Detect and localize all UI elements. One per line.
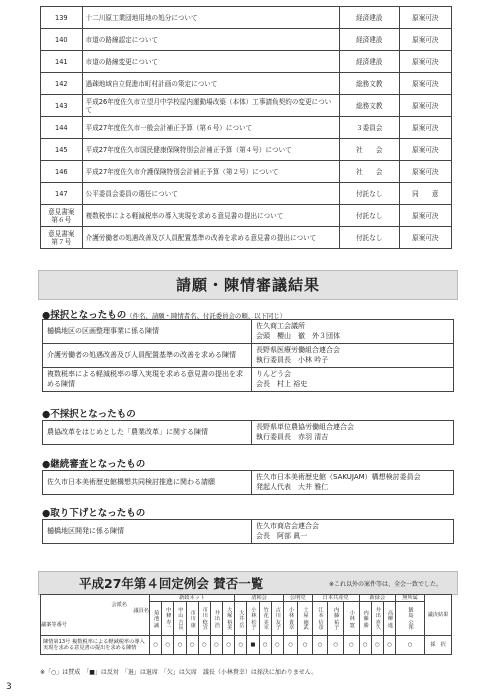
member-name: 竹花 美幸 — [262, 607, 269, 630]
bill-title: 平成26年度佐久市立望月中学校屋内運動場改築（本体）工事請負契約の変更について — [82, 95, 339, 117]
bill-number: 143 — [41, 95, 83, 117]
adopted-table — [42, 319, 454, 392]
petitioner: 長野県医療労働組合連合会 執行委員長 小林 吟子 — [252, 344, 454, 368]
vote-mark: ○ — [210, 636, 222, 655]
table-row — [41, 51, 452, 73]
bill-result: 原案可決 — [399, 29, 451, 51]
member-cell — [343, 602, 359, 636]
table-row — [41, 183, 452, 205]
petition-subject: 複数税率による軽減税率の導入実現を求める意見書の提出を求める陳情 — [43, 368, 252, 392]
member-cell — [186, 602, 198, 636]
bill-committee: 社 会 — [339, 161, 399, 183]
bill-committee: 経済建設 — [339, 29, 399, 51]
petitioner: 佐久商工会議所 会頭 櫻山 徹 外３団体 — [252, 320, 454, 344]
withdrawn-table — [42, 519, 454, 544]
bill-result: 原案可決 — [399, 95, 451, 117]
petition-subject: 樋橋地区開発に係る陳情 — [43, 520, 252, 544]
vote-banner — [38, 571, 458, 595]
bill-result: 原案可決 — [399, 227, 451, 249]
bill-title: 十二川原工業団地用地の処分について — [82, 7, 339, 29]
bill-result: 原案可決 — [399, 161, 451, 183]
vote-mark: ○ — [259, 636, 271, 655]
bill-title: 平成27年度佐久市介護保険特別会計補正予算（第２号）について — [82, 161, 339, 183]
table-row — [43, 344, 454, 368]
member-cell — [223, 602, 235, 636]
vote-mark: ○ — [162, 636, 174, 655]
vote-bill-number: 陳情第13号 — [43, 639, 71, 645]
party-header: 会派名 — [111, 602, 127, 608]
member-cell — [383, 602, 395, 636]
member-cell — [259, 602, 271, 636]
vote-bill-name: 複数税率による軽減税率の導入実現を求める意見書の提出を求める陳情 — [43, 639, 145, 651]
table-row — [43, 421, 454, 445]
member-name: 中山 吉長 — [176, 607, 183, 630]
bill-number: 142 — [41, 73, 83, 95]
bill-result: 原案可決 — [399, 139, 451, 161]
section-continued: ●継続審査となったもの — [42, 459, 146, 470]
vote-mark: ○ — [328, 636, 344, 655]
bill-title: 公平委員会委員の選任について — [82, 183, 339, 205]
bill-committee: 社 会 — [339, 139, 399, 161]
party-group: 新政ネット — [150, 595, 235, 602]
petition-subject: 農協改革をはじめとした「農業改革」に関する陳情 — [43, 421, 252, 445]
bill-number: 意見書案 第６号 — [41, 205, 83, 227]
bill-number: 145 — [41, 139, 83, 161]
footnote: ※「○」は賛成 「■」は反対 「退」は退席 「欠」は欠席 議長（小林貴幸）は採決に加わりません。 — [40, 669, 318, 676]
party-group: 清和会 — [235, 595, 284, 602]
member-name: 市川 稔宣 — [201, 607, 208, 630]
table-row — [43, 320, 454, 344]
vote-mark: ○ — [150, 636, 162, 655]
table-row — [41, 29, 452, 51]
bill-result: 原案可決 — [399, 205, 451, 227]
petitioner: りんどう会 会長 村上 裕史 — [252, 368, 454, 392]
member-name: 井出 浩 — [213, 609, 220, 628]
member-cell — [271, 602, 283, 636]
member-name: 江本 信彦 — [317, 607, 324, 630]
member-cell — [328, 602, 344, 636]
party-group: 新緑会 — [359, 595, 396, 602]
bill-number: 147 — [41, 183, 83, 205]
member-name: 中條 寿一 — [164, 607, 171, 630]
party-group: 公明党 — [283, 595, 312, 602]
party-group: 無所属 — [396, 595, 425, 602]
petition-subject: 樋橋地区の区画整理事業に係る陳情 — [43, 320, 252, 344]
vote-mark: ○ — [174, 636, 186, 655]
petition-subject: 佐久市日本美術歴史館構想共同検討推進に関わる請願 — [43, 471, 252, 495]
bill-result: 同 意 — [399, 183, 451, 205]
page-number: 3 — [6, 682, 12, 692]
member-name: 小林 貴幸 — [287, 607, 294, 630]
member-cell — [283, 602, 297, 636]
member-cell — [396, 602, 425, 636]
table-row — [41, 117, 452, 139]
bill-committee: 経済建設 — [339, 7, 399, 29]
member-name: 吉川 友子 — [274, 607, 281, 630]
table-row — [41, 227, 452, 249]
vote-mark: ○ — [235, 636, 247, 655]
bill-title: 平成27年度佐久市一般会計補正予算（第６号）について — [82, 117, 339, 139]
member-cell — [150, 602, 162, 636]
table-row — [43, 368, 454, 392]
vote-result: 採 択 — [425, 636, 452, 655]
petitioner: 長野県単位農協労働組合連合会 執行委員長 赤羽 清吉 — [252, 421, 454, 445]
member-name: 大井 岳 — [237, 609, 244, 628]
vote-mark: ○ — [383, 636, 395, 655]
bill-committee: 総務文教 — [339, 73, 399, 95]
member-name: 市川 康 — [189, 609, 196, 628]
bill-title: 平成27年度佐久市国民健康保険特別会計補正予算（第４号）について — [82, 139, 339, 161]
table-row — [41, 161, 452, 183]
petition-subject: 介護労働者の処遇改善及び人員配置基準の改善を求める陳情 — [43, 344, 252, 368]
section-adopted: ●採択となったもの（件名、請願・陳情者名、付託委員会の順、以下同じ） — [42, 310, 287, 321]
member-header: 議員名 — [133, 608, 149, 614]
result-header: 議決結果 — [425, 595, 452, 636]
rejected-table — [42, 420, 454, 445]
table-row — [41, 73, 452, 95]
table-row — [41, 95, 452, 117]
member-name: 小林 寛 — [348, 609, 355, 628]
vote-mark: ○ — [186, 636, 198, 655]
table-row — [43, 471, 454, 495]
member-name: 高柳 進 — [386, 609, 393, 628]
member-cell — [198, 602, 210, 636]
bill-number: 139 — [41, 7, 83, 29]
member-name: 菊池 誠 — [152, 609, 159, 628]
member-cell — [247, 602, 259, 636]
vote-mark: ○ — [396, 636, 425, 655]
party-group: 日本共産党 — [312, 595, 359, 602]
table-row — [41, 7, 452, 29]
bill-title: 過疎地域自立促進市町村計画の策定について — [82, 73, 339, 95]
bill-number: 146 — [41, 161, 83, 183]
bill-committee: 付託なし — [339, 205, 399, 227]
bill-committee: 総務文教 — [339, 95, 399, 117]
vote-mark: ■ — [247, 636, 259, 655]
vote-mark: ○ — [359, 636, 371, 655]
bill-number: 141 — [41, 51, 83, 73]
vote-note: ※これ以外の案件等は、全会一致でした。 — [329, 581, 443, 588]
bill-result: 原案可決 — [399, 7, 451, 29]
vote-mark: ○ — [271, 636, 283, 655]
bill-title: 介護労働者の処遇改善及び人員配置基準の改善を求める意見書の提出について — [82, 227, 339, 249]
member-name: 土屋 徳武 — [301, 607, 308, 630]
bill-title: 複数税率による軽減税率の導入実現を求める意見書の提出について — [82, 205, 339, 227]
member-cell — [235, 602, 247, 636]
bill-result: 原案可決 — [399, 117, 451, 139]
member-cell — [371, 602, 383, 636]
vote-row — [41, 636, 452, 655]
bill-number: 意見書案 第７号 — [41, 227, 83, 249]
table-row — [41, 139, 452, 161]
section-rejected: ●不採択となったもの — [42, 409, 136, 420]
member-cell — [210, 602, 222, 636]
member-cell — [174, 602, 186, 636]
member-name: 井出 喜久 — [374, 607, 381, 630]
member-name: 大塚 裕美 — [225, 607, 232, 630]
bill-committee: 付託なし — [339, 227, 399, 249]
vote-mark: ○ — [343, 636, 359, 655]
member-name: 内藤 勝 — [362, 609, 369, 628]
vote-table — [40, 594, 452, 655]
bill-number: 144 — [41, 117, 83, 139]
vote-mark: ○ — [371, 636, 383, 655]
vote-mark: ○ — [198, 636, 210, 655]
table-row — [43, 520, 454, 544]
member-name: 小林 松子 — [249, 607, 256, 630]
member-name: 飯島 公邦 — [407, 607, 414, 630]
vote-mark: ○ — [298, 636, 312, 655]
vote-mark: ○ — [312, 636, 328, 655]
bill-committee: 経済建設 — [339, 51, 399, 73]
bill-header: 議案等番号 — [41, 622, 67, 628]
bill-title: 市道の路線変更について — [82, 51, 339, 73]
member-cell — [312, 602, 328, 636]
member-cell — [162, 602, 174, 636]
table-row — [41, 205, 452, 227]
petitioner: 佐久市日本美術歴史館（SAKUJAM）構想検討委員会 発起人代表 大井 雅仁 — [252, 471, 454, 495]
vote-mark: ○ — [223, 636, 235, 655]
bill-results-table — [40, 6, 452, 249]
member-cell — [359, 602, 371, 636]
member-name: 内藤 祐子 — [332, 607, 339, 630]
petition-banner: 請願・陳情審議結果 — [38, 270, 458, 300]
vote-header-row — [41, 595, 452, 602]
bill-title: 市道の路線認定について — [82, 29, 339, 51]
continued-table — [42, 470, 454, 495]
vote-mark: ○ — [283, 636, 297, 655]
petitioner: 佐久市商店会連合会 会長 阿部 眞一 — [252, 520, 454, 544]
bill-number: 140 — [41, 29, 83, 51]
bill-committee: ３委員会 — [339, 117, 399, 139]
vote-bill-cell — [41, 636, 150, 655]
vote-title: 平成27年第４回定例会 賛否一覧 — [79, 576, 264, 591]
section-withdrawn: ●取り下げとなったもの — [42, 508, 146, 519]
member-cell — [298, 602, 312, 636]
bill-committee: 付託なし — [339, 183, 399, 205]
party-header-cell — [41, 595, 150, 636]
bill-result: 原案可決 — [399, 51, 451, 73]
bill-result: 原案可決 — [399, 73, 451, 95]
